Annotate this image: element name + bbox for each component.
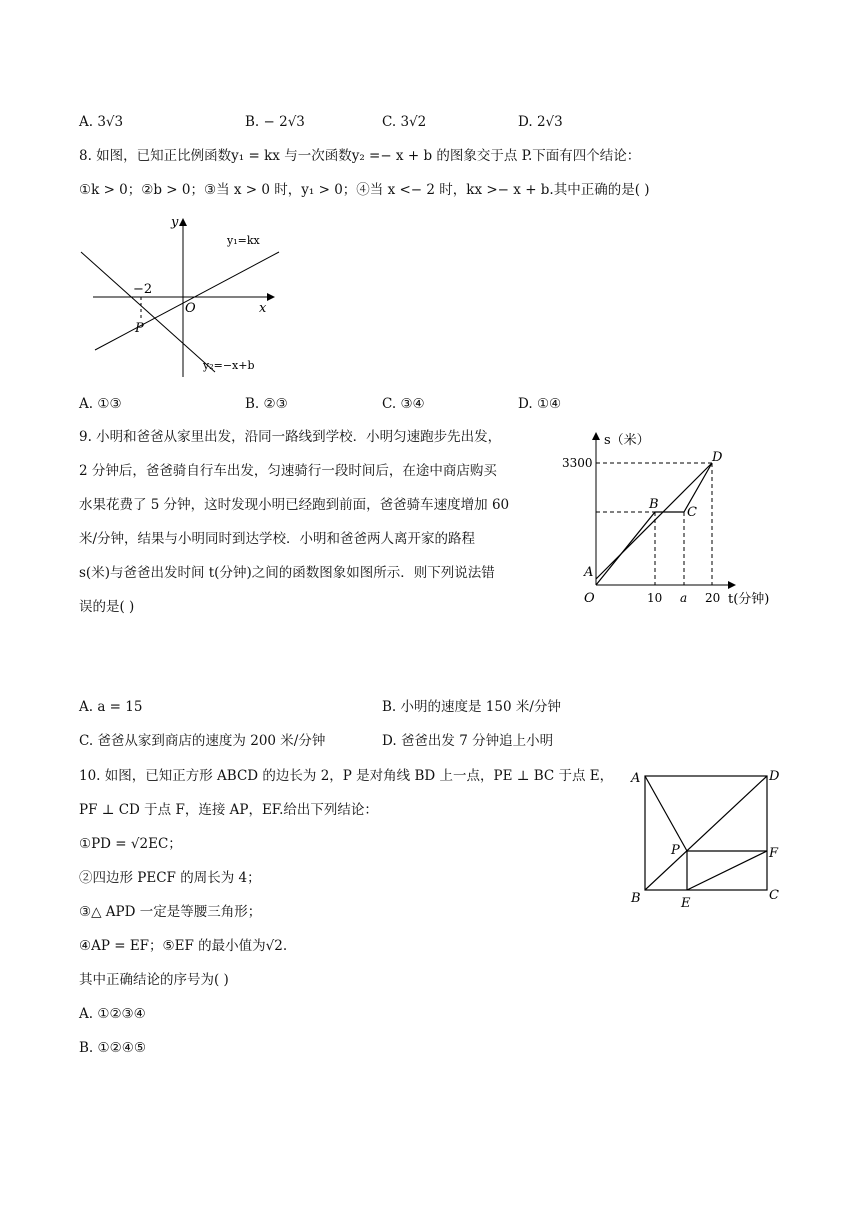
q8-option-c: C. ③④ [382, 396, 425, 412]
q7-option-c: C. 3√2 [382, 114, 427, 130]
q8-option-d: D. ①④ [518, 396, 562, 412]
q10-stem-line1: 10. 如图，已知正方形 ABCD 的边长为 2，P 是对角线 BD 上一点，PE ⊥ BC 于点 E， [79, 768, 614, 784]
q9-x-arrow [728, 581, 736, 589]
q9-option-b: B. 小明的速度是 150 米/分钟 [382, 699, 561, 715]
q8-tick-label: −2 [133, 282, 153, 297]
q9-x-tick-20: 20 [705, 591, 721, 605]
q9-origin-label: O [584, 591, 595, 606]
q8-figure [75, 212, 285, 384]
q10-label-p: P [671, 843, 680, 858]
q10-conclusion-4: ④AP = EF；⑤EF 的最小值为√2. [79, 938, 288, 954]
q8-stem-line2: ①k > 0；②b > 0；③当 x > 0 时，y₁ > 0；④当 x <− 2 时，kx >− x + b.其中正确的是( ) [79, 182, 650, 198]
q8-x-label: x [259, 301, 267, 316]
q9-line-dad [596, 463, 712, 585]
q9-stem-line: 米/分钟，结果与小明同时到达学校．小明和爸爸两人离开家的路程 [79, 531, 476, 547]
q7-option-a: A. 3√3 [79, 114, 124, 130]
q8-origin-label: O [185, 301, 196, 316]
q10-label-d: D [769, 769, 780, 784]
q8-y-label: y [171, 215, 179, 230]
q8-option-a: A. ①③ [79, 396, 122, 412]
q9-stem-line: 误的是( ) [79, 599, 135, 615]
q9-option-c: C. 爸爸从家到商店的速度为 200 米/分钟 [79, 733, 326, 749]
q9-stem-line: s(米)与爸爸出发时间 t(分钟)之间的函数图象如图所示．则下列说法错 [79, 565, 495, 581]
q8-point-label: P [135, 321, 144, 336]
q8-line1-label: y₁=kx [227, 234, 260, 247]
q9-figure [560, 422, 790, 612]
q9-x-tick-a: a [680, 591, 688, 605]
q10-label-f: F [769, 846, 779, 861]
q8-stem-line1: 8. 如图，已知正比例函数y₁ = kx 与一次函数y₂ =− x + b 的图象交于点 P.下面有四个结论： [79, 148, 641, 164]
q9-y-axis-label: s（米） [604, 433, 650, 448]
q10-ask: 其中正确结论的序号为( ) [79, 972, 229, 988]
q10-conclusion-2: ②四边形 PECF 的周长为 4； [79, 870, 261, 886]
q9-stem-line: 2 分钟后，爸爸骑自行车出发，匀速骑行一段时间后，在途中商店购买 [79, 463, 497, 479]
q9-point-c: C [687, 505, 697, 520]
q10-segment-ap [645, 776, 687, 851]
q10-option-b: B. ①②④⑤ [79, 1040, 146, 1056]
q9-option-a: A. a = 15 [79, 699, 143, 715]
q10-label-a: A [631, 771, 641, 786]
q10-conclusion-3: ③△ APD 一定是等腰三角形； [79, 904, 262, 920]
q10-label-b: B [631, 891, 641, 906]
q9-stem-line: 水果花费了 5 分钟，这时发现小明已经跑到前面，爸爸骑车速度增加 60 [79, 497, 510, 513]
q10-figure [625, 762, 785, 912]
q9-point-d: D [712, 450, 723, 465]
q10-diagonal-bd [645, 776, 767, 890]
q9-y-tick-3300: 3300 [562, 456, 593, 470]
q8-y-arrow [179, 218, 187, 226]
q9-point-a: A [584, 565, 594, 580]
q10-option-a: A. ①②③④ [79, 1006, 146, 1022]
q10-conclusion-1: ①PD = √2EC； [79, 836, 182, 852]
q8-x-arrow [267, 293, 275, 301]
q9-option-d: D. 爸爸出发 7 分钟追上小明 [382, 733, 554, 749]
q9-y-arrow [592, 432, 600, 440]
q10-segment-ef [687, 851, 767, 890]
q10-label-e: E [681, 896, 691, 911]
q9-point-b: B [649, 497, 659, 512]
q10-stem-line2: PF ⊥ CD 于点 F，连接 AP，EF.给出下列结论： [79, 802, 378, 818]
q7-option-b: B. − 2√3 [245, 114, 305, 130]
q8-option-b: B. ②③ [245, 396, 288, 412]
q10-label-c: C [769, 888, 779, 903]
q9-line-xiaoming [596, 463, 712, 579]
q8-line2-label: y₂=−x+b [203, 359, 255, 372]
q9-x-axis-label: t(分钟) [728, 592, 770, 607]
q9-x-tick-10: 10 [647, 591, 663, 605]
q7-option-d: D. 2√3 [518, 114, 563, 130]
q9-stem-line: 9. 小明和爸爸从家里出发，沿同一路线到学校．小明匀速跑步先出发， [79, 429, 502, 445]
